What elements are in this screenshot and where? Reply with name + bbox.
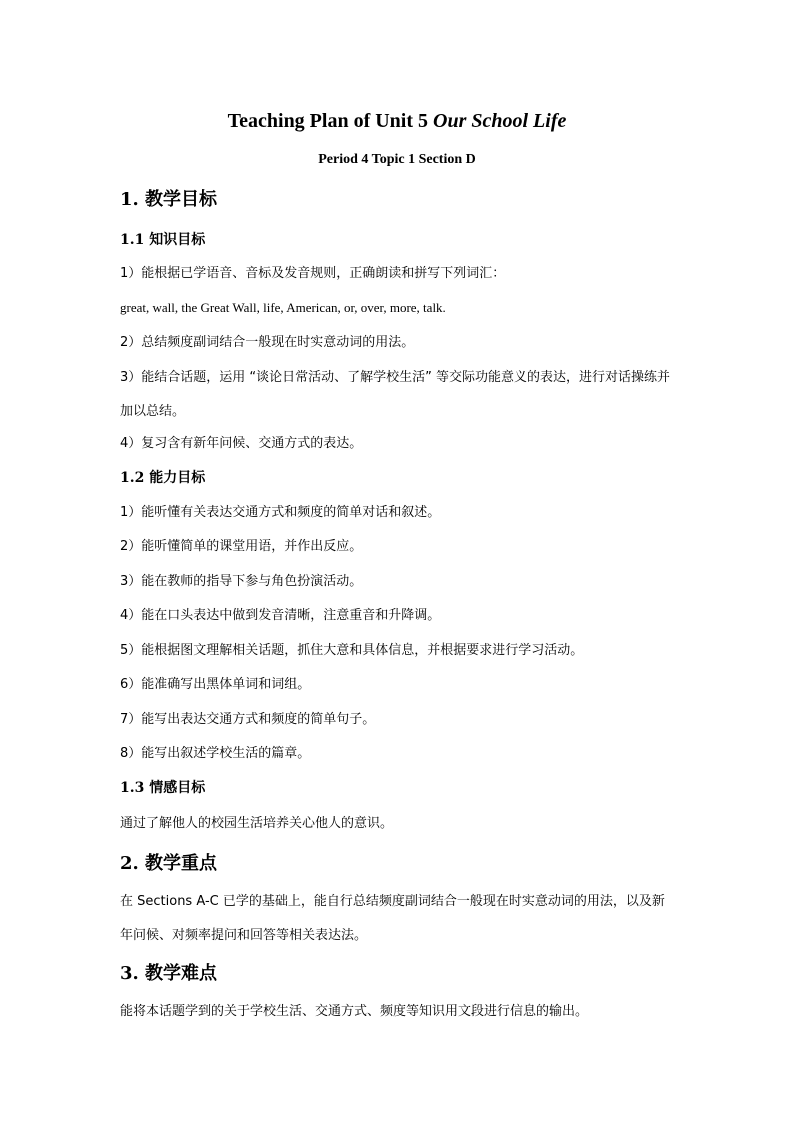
- key-points-text: 在 Sections A-C 已学的基础上，能自行总结频度副词结合一般现在时实意动词的用法，以及新年问候、对频率提问和回答等相关表达法。: [120, 894, 665, 943]
- title-main-text: Teaching Plan of Unit 5: [227, 110, 434, 132]
- subsection-heading-knowledge: 1.1 知识目标: [120, 232, 206, 248]
- title-italic-text: Our School Life: [433, 110, 567, 132]
- section-heading-key-points: 2. 教学重点: [120, 853, 218, 874]
- document-subtitle: Period 4 Topic 1 Section D: [318, 152, 476, 167]
- ability-item-3: 3）能在教师的指导下参与角色扮演活动。: [120, 574, 363, 589]
- knowledge-vocabulary: great, wall, the Great Wall, life, American, or, over, more, talk.: [120, 300, 446, 315]
- subsection-heading-ability: 1.2 能力目标: [120, 470, 206, 486]
- knowledge-item-3: 3）能结合话题，运用 “谈论日常活动、了解学校生活” 等交际功能意义的表达，进行对话操练并加以总结。: [120, 370, 671, 419]
- section-heading-difficulties: 3. 教学难点: [120, 963, 218, 984]
- ability-item-1: 1）能听懂有关表达交通方式和频度的简单对话和叙述。: [120, 505, 441, 520]
- knowledge-item-4: 4）复习含有新年问候、交通方式的表达。: [120, 436, 363, 451]
- knowledge-item-2: 2）总结频度副词结合一般现在时实意动词的用法。: [120, 335, 415, 350]
- document-title: [0, 108, 794, 134]
- subsection-heading-emotion: 1.3 情感目标: [120, 780, 206, 796]
- difficulties-text: 能将本话题学到的关于学校生活、交通方式、频度等知识用文段进行信息的输出。: [120, 1004, 589, 1019]
- knowledge-item-1: 1）能根据已学语音、音标及发音规则，正确朗读和拼写下列词汇：: [120, 266, 506, 281]
- ability-item-4: 4）能在口头表达中做到发音清晰，注意重音和升降调。: [120, 608, 441, 623]
- ability-item-5: 5）能根据图文理解相关话题，抓住大意和具体信息，并根据要求进行学习活动。: [120, 643, 584, 658]
- ability-item-6: 6）能准确写出黑体单词和词组。: [120, 677, 311, 692]
- emotion-item-1: 通过了解他人的校园生活培养关心他人的意识。: [120, 816, 394, 831]
- ability-item-2: 2）能听懂简单的课堂用语，并作出反应。: [120, 539, 363, 554]
- ability-item-8: 8）能写出叙述学校生活的篇章。: [120, 746, 311, 761]
- ability-item-7: 7）能写出表达交通方式和频度的简单句子。: [120, 712, 376, 727]
- section-heading-objectives: 1. 教学目标: [120, 189, 218, 210]
